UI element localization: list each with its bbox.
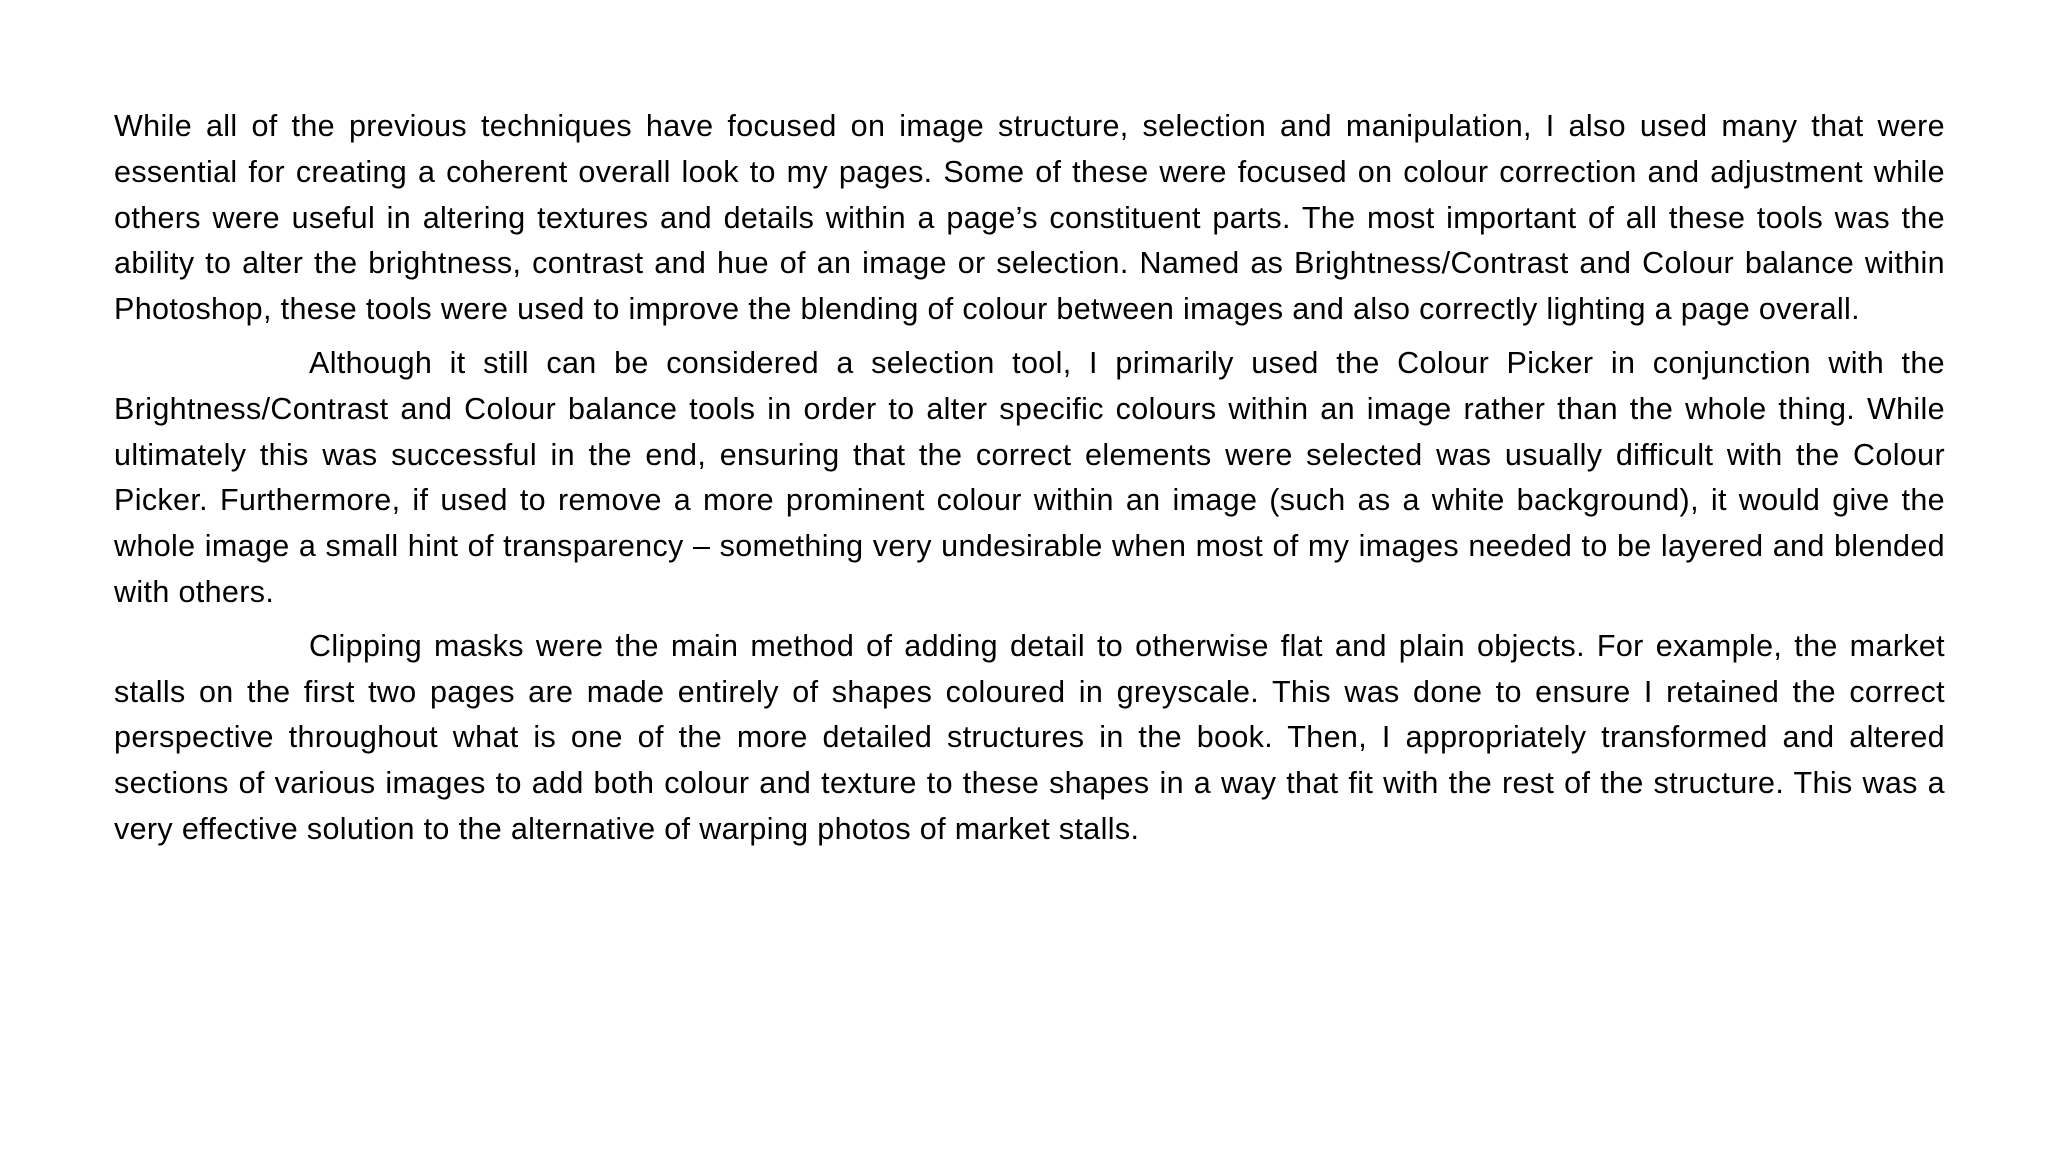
paragraph-3: Clipping masks were the main method of adding detail to otherwise flat and plain objects. For example, the market stalls on the first two pages are made entirely of shapes coloured in greyscale. This was done to ensure I retained the correct perspective throughout what is one of the more detailed structures in the book. Then, I appropriately transformed and altered sections of various images to add both colour and texture to these shapes in a way that fit with the rest of the structure. This was a very effective solution to the alternative of warping photos of market stalls. bbox=[114, 628, 1945, 846]
paragraph-2: Although it still can be considered a selection tool, I primarily used the Colour Picker in conjunction with the Brightness/Contrast and Colour balance tools in order to alter specific colours within an image rather than the whole thing. While ultimately this was successful in the end, ensuring that the correct elements were selected was usually difficult with the Colour Picker. Furthermore, if used to remove a more prominent colour within an image (such as a white background), it would give the whole image a small hint of transparency – something very undesirable when most of my images needed to be layered and blended with others. bbox=[114, 345, 1945, 609]
paragraph-1: While all of the previous techniques have focused on image structure, selection and manipulation, I also used many that were essential for creating a coherent overall look to my pages. Some of these were focused on colour correction and adjustment while others were useful in altering textures and details within a page’s constituent parts. The most important of all these tools was the ability to alter the brightness, contrast and hue of an image or selection. Named as Brightness/Contrast and Colour balance within Photoshop, these tools were used to improve the blending of colour between images and also correctly lighting a page overall. bbox=[114, 109, 1945, 327]
body-text bbox=[114, 104, 1945, 861]
